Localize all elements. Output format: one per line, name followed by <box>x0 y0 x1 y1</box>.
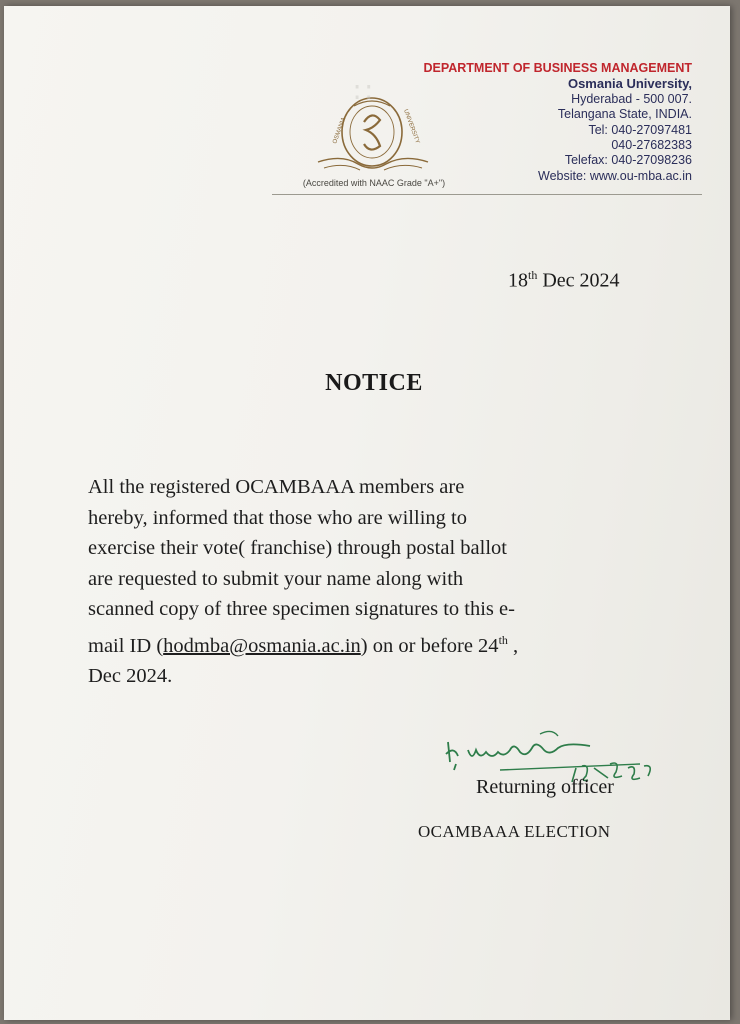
notice-line: are requested to submit your name along with <box>88 567 464 590</box>
website: Website: www.ou-mba.ac.in <box>538 168 692 183</box>
bleed-through-mark: ∷ <box>354 78 372 109</box>
letterhead-address-block <box>423 61 692 184</box>
logo-text-left: OSMANIA <box>332 116 348 145</box>
notice-line <box>88 625 668 661</box>
notice-line-6-sup: th <box>498 632 508 647</box>
notice-line-6-post: ) on or before 24 <box>360 634 499 657</box>
notice-paper <box>4 6 730 1020</box>
department-name: DEPARTMENT OF BUSINESS MANAGEMENT <box>423 61 692 75</box>
notice-body <box>88 472 668 691</box>
telephone-1: Tel: 040-27097481 <box>588 122 692 137</box>
notice-line-6-pre: mail ID ( <box>88 634 164 657</box>
address-line-1: Hyderabad - 500 007. <box>571 91 692 106</box>
email-link[interactable]: hodmba@osmania.ac.in <box>163 634 361 657</box>
telephone-2: 040-27682383 <box>611 138 692 153</box>
notice-line: All the registered OCAMBAAA members are <box>88 476 465 498</box>
notice-line: hereby, informed that those who are willing to <box>88 506 467 529</box>
notice-line-6-end: , <box>507 634 519 657</box>
date-day: 18 <box>508 269 528 292</box>
telefax: Telefax: 040-27098236 <box>564 153 692 168</box>
date-suffix: th <box>528 268 538 282</box>
university-logo <box>314 92 432 180</box>
notice-line: Dec 2024. <box>88 664 173 687</box>
notice-date <box>508 268 620 293</box>
returning-officer: Returning officer <box>476 776 614 798</box>
notice-title: NOTICE <box>325 370 423 396</box>
letterhead-divider <box>272 194 702 195</box>
notice-line: exercise their vote( franchise) through postal ballot <box>88 537 507 559</box>
logo-text-right: UNIVERSITY <box>402 108 421 145</box>
notice-line: scanned copy of three specimen signatures to this e- <box>88 598 515 620</box>
date-rest: Dec 2024 <box>537 269 620 292</box>
university-name: Osmania University, <box>567 76 692 92</box>
election-name: OCAMBAAA ELECTION <box>418 822 611 841</box>
accreditation-text: (Accredited with NAAC Grade "A+") <box>302 178 446 188</box>
address-line-2: Telangana State, INDIA. <box>557 107 692 122</box>
